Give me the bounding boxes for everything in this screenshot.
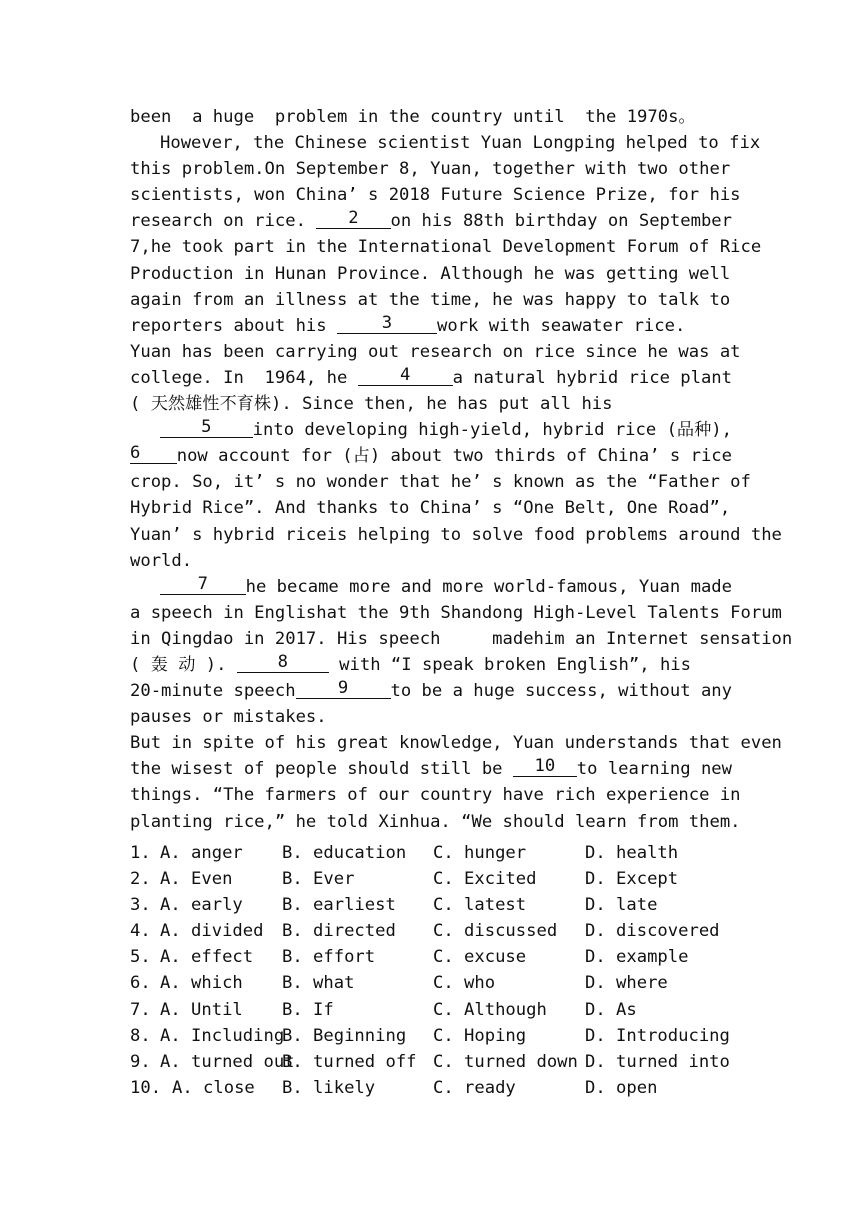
passage — [130, 104, 793, 835]
passage-line — [130, 313, 732, 339]
option-c: C. Hoping — [433, 1025, 527, 1046]
option-b: B. what — [282, 973, 355, 994]
question-row — [130, 892, 732, 918]
option-a: A. turned out — [160, 1051, 295, 1072]
question-number: 7. — [130, 999, 151, 1020]
option-b: B. earliest — [282, 895, 396, 916]
text: research on rice. — [130, 211, 317, 232]
option-c: C. who — [433, 973, 496, 994]
blank-9: 9 — [296, 678, 391, 699]
blank-8: 8 — [237, 652, 329, 673]
question-row — [130, 840, 732, 866]
passage-line — [130, 548, 732, 574]
text: to be a huge success, without any — [390, 681, 732, 702]
text: a speech in Englishat the 9th Shandong High-Level Talents Forum — [130, 602, 782, 623]
option-a: A. close — [172, 1077, 255, 1098]
question-row — [130, 1075, 732, 1101]
text: a natural hybrid rice plant — [452, 367, 732, 388]
text: Yuan’ s hybrid riceis helping to solve food problems around the — [130, 524, 782, 545]
option-a: A. divided — [160, 921, 264, 942]
passage-line — [130, 730, 782, 756]
passage-line — [130, 652, 732, 678]
question-number: 1. — [130, 843, 151, 863]
passage-line — [130, 156, 732, 182]
passage-line — [130, 287, 732, 313]
option-c: C. excuse — [433, 947, 527, 968]
text: Production in Hunan Province. Although he was getting well — [130, 263, 731, 284]
passage-line — [130, 626, 793, 652]
blank-2: 2 — [316, 208, 390, 229]
passage-line — [130, 574, 732, 600]
blank-4: 4 — [358, 365, 453, 386]
blank-6: 6 — [130, 443, 177, 464]
option-c: C. turned down — [433, 1051, 578, 1072]
option-d: D. open — [585, 1077, 658, 1098]
option-b: B. turned off — [282, 1051, 417, 1072]
option-d: D. late — [585, 895, 658, 916]
passage-line — [130, 782, 741, 808]
text: work with seawater rice. — [436, 315, 686, 336]
text: planting rice,” he told Xinhua. “We should learn from them. — [130, 811, 741, 832]
option-a: A. which — [160, 973, 243, 994]
passage-line — [130, 678, 732, 704]
text: Yuan has been carrying out research on rice since he was at — [130, 341, 741, 362]
option-b: B. Ever — [282, 869, 355, 890]
option-b: B. education — [282, 843, 407, 863]
text: things. “The farmers of our country have rich experience in — [130, 785, 741, 806]
text: been a huge problem in the country until the 1970s。 — [130, 107, 696, 127]
text: However, the Chinese scientist Yuan Longping helped to fix — [160, 133, 761, 154]
question-number: 5. — [130, 947, 151, 968]
text: now account for (占) about two thirds of China’ s rice — [176, 446, 732, 467]
question-number: 9. — [130, 1051, 151, 1072]
passage-line — [130, 417, 732, 443]
option-a: A. Including — [160, 1025, 285, 1046]
text: scientists, won China’ s 2018 Future Science Prize, for his — [130, 185, 741, 206]
option-d: D. As — [585, 999, 637, 1020]
text: again from an illness at the time, he was happy to talk to — [130, 289, 731, 310]
passage-line — [130, 469, 751, 495]
text: world. — [130, 550, 193, 571]
option-c: C. Although — [433, 999, 547, 1020]
option-c: C. hunger — [433, 843, 527, 863]
option-c: C. Excited — [433, 869, 537, 890]
question-number: 10. — [130, 1077, 162, 1098]
option-b: B. likely — [282, 1077, 376, 1098]
text: But in spite of his great knowledge, Yuan understands that even — [130, 733, 782, 754]
passage-line — [130, 391, 732, 417]
passage-line — [130, 704, 732, 730]
text: to learning new — [576, 759, 732, 780]
option-d: D. Except — [585, 869, 679, 890]
passage-line — [130, 809, 741, 835]
option-d: D. health — [585, 843, 679, 863]
option-d: D. where — [585, 973, 668, 994]
question-row — [130, 944, 732, 970]
question-row — [130, 1049, 732, 1075]
passage-line — [130, 208, 732, 234]
passage-line — [130, 339, 741, 365]
option-a: A. effect — [160, 947, 254, 968]
text: pauses or mistakes. — [130, 707, 327, 728]
text: 7,he took part in the International Development Forum of Rice — [130, 237, 762, 258]
question-row — [130, 1023, 732, 1049]
blank-10: 10 — [513, 756, 577, 777]
passage-line — [130, 365, 732, 391]
passage-line — [130, 522, 782, 548]
passage-line — [130, 261, 732, 287]
option-d: D. turned into — [585, 1051, 730, 1072]
question-number: 2. — [130, 869, 151, 890]
text: on his 88th birthday on September — [390, 211, 732, 232]
passage-line — [130, 234, 762, 260]
text: crop. So, it’ s no wonder that he’ s known as the “Father of — [130, 472, 751, 493]
passage-line — [130, 600, 782, 626]
passage-line — [130, 104, 732, 130]
text: with “I speak broken English”, his — [328, 654, 691, 675]
option-a: A. Until — [160, 999, 243, 1020]
text: Hybrid Rice”. And thanks to China’ s “One Belt, One Road”, — [130, 498, 731, 519]
blank-5: 5 — [160, 417, 253, 438]
question-number: 6. — [130, 973, 151, 994]
option-b: B. Beginning — [282, 1025, 407, 1046]
text: in Qingdao in 2017. His speech madehim an Internet sensation — [130, 628, 793, 649]
text: into developing high-yield, hybrid rice (品种), — [252, 420, 732, 441]
option-b: B. directed — [282, 921, 396, 942]
option-c: C. latest — [433, 895, 527, 916]
text: college. In 1964, he — [130, 367, 358, 388]
option-d: D. discovered — [585, 921, 720, 942]
text: the wisest of people should still be — [130, 759, 513, 780]
text: ( 天然雄性不育株). Since then, he has put all his — [130, 394, 613, 415]
text: this problem.On September 8, Yuan, together with two other — [130, 159, 731, 180]
question-row — [130, 866, 732, 892]
question-row — [130, 970, 732, 996]
passage-line — [130, 443, 732, 469]
option-b: B. effort — [282, 947, 376, 968]
text: he became more and more world-famous, Yuan made — [245, 576, 732, 597]
option-d: D. example — [585, 947, 689, 968]
passage-line — [130, 130, 761, 156]
question-number: 8. — [130, 1025, 151, 1046]
text: 20-minute speech — [130, 681, 296, 702]
passage-line — [130, 756, 732, 782]
option-c: C. discussed — [433, 921, 558, 942]
question-row — [130, 997, 732, 1023]
question-row — [130, 918, 732, 944]
option-d: D. Introducing — [585, 1025, 730, 1046]
blank-3: 3 — [337, 313, 437, 334]
blank-7: 7 — [160, 574, 246, 595]
option-a: A. early — [160, 895, 243, 916]
passage-line — [130, 182, 741, 208]
text: ( 轰 动 ). — [130, 654, 237, 675]
text: reporters about his — [130, 315, 337, 336]
option-a: A. anger — [160, 843, 243, 863]
option-a: A. Even — [160, 869, 233, 890]
option-b: B. If — [282, 999, 334, 1020]
question-list — [130, 840, 732, 1101]
passage-line — [130, 495, 732, 521]
question-number: 3. — [130, 895, 151, 916]
option-c: C. ready — [433, 1077, 516, 1098]
question-number: 4. — [130, 921, 151, 942]
